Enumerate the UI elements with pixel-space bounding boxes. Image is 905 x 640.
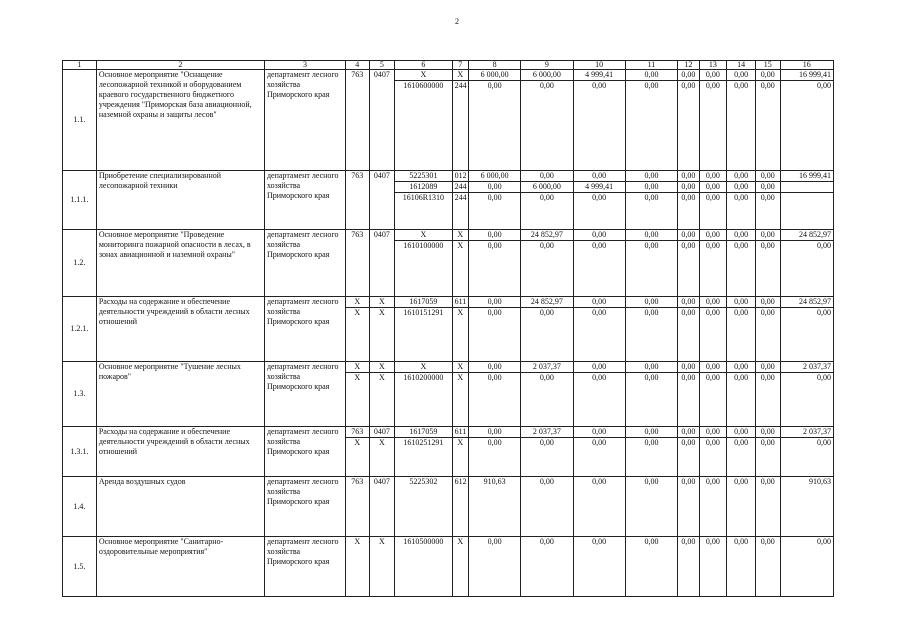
amount-cell: 0,00 — [780, 373, 833, 427]
section-code: X — [369, 537, 395, 597]
amount-cell: 2 037,37 — [521, 362, 573, 373]
amount-cell: 910,63 — [468, 477, 520, 537]
amount-cell: 0,00 — [727, 477, 756, 537]
amount-cell: 0,00 — [699, 297, 727, 308]
amount-cell: 0,00 — [678, 241, 700, 297]
grbs-code: 763 — [345, 230, 369, 297]
amount-cell: 6 000,00 — [521, 182, 573, 193]
amount-cell: 0,00 — [573, 171, 625, 182]
amount-cell: 0,00 — [678, 537, 700, 597]
target-article-code: 1610100000 — [395, 241, 452, 297]
amount-cell: 0,00 — [699, 477, 727, 537]
amount-cell: 0,00 — [755, 171, 780, 182]
amount-cell: 0,00 — [625, 308, 677, 362]
measure-name: Расходы на содержание и обеспечение деятельности учреждений в области лесных отношений — [96, 297, 264, 362]
amount-cell: 0,00 — [699, 193, 727, 230]
responsible-executor: департамент лесного хозяйства Приморского края — [264, 427, 345, 477]
amount-cell: 0,00 — [678, 230, 700, 241]
column-number: 8 — [468, 61, 520, 70]
amount-cell: 0,00 — [625, 70, 677, 81]
amount-cell: 0,00 — [727, 171, 756, 182]
amount-cell: 0,00 — [699, 427, 727, 438]
amount-cell: 0,00 — [678, 477, 700, 537]
target-article-code: 1610151291 — [395, 308, 452, 362]
target-article-code: 1610500000 — [395, 537, 452, 597]
responsible-executor: департамент лесного хозяйства Приморского края — [264, 477, 345, 537]
amount-cell: 0,00 — [699, 171, 727, 182]
amount-cell: 0,00 — [468, 297, 520, 308]
measure-name: Приобретение специализированной лесопожарной техники — [96, 171, 264, 230]
amount-cell: 0,00 — [727, 70, 756, 81]
column-number: 6 — [395, 61, 452, 70]
expense-type-code: X — [452, 537, 468, 597]
target-article-code: 16106R1310 — [395, 193, 452, 230]
amount-cell: 0,00 — [521, 171, 573, 182]
amount-cell: 0,00 — [573, 477, 625, 537]
amount-cell: 0,00 — [755, 427, 780, 438]
column-number: 3 — [264, 61, 345, 70]
grbs-code: X — [345, 362, 369, 373]
grbs-code: 763 — [345, 70, 369, 171]
amount-cell: 0,00 — [755, 182, 780, 193]
target-article-code: 1617059 — [395, 297, 452, 308]
section-code: 0407 — [369, 477, 395, 537]
expense-type-code: X — [452, 70, 468, 81]
section-code: 0407 — [369, 230, 395, 297]
target-article-code: 1610200000 — [395, 373, 452, 427]
amount-cell: 0,00 — [727, 297, 756, 308]
row-number: 1.3.1. — [63, 427, 97, 477]
amount-cell: 6 000,00 — [521, 70, 573, 81]
amount-cell: 0,00 — [699, 362, 727, 373]
amount-cell: 0,00 — [625, 537, 677, 597]
target-article-code: X — [395, 230, 452, 241]
column-number: 2 — [96, 61, 264, 70]
amount-cell: 0,00 — [699, 241, 727, 297]
amount-cell: 0,00 — [678, 193, 700, 230]
amount-cell: 0,00 — [678, 373, 700, 427]
grbs-code: 763 — [345, 427, 369, 438]
amount-cell: 0,00 — [780, 308, 833, 362]
amount-cell: 0,00 — [573, 438, 625, 477]
amount-cell — [780, 182, 833, 193]
amount-cell: 0,00 — [625, 182, 677, 193]
amount-cell: 0,00 — [678, 171, 700, 182]
amount-cell: 0,00 — [468, 241, 520, 297]
table-row — [63, 537, 834, 597]
amount-cell: 0,00 — [727, 182, 756, 193]
amount-cell: 0,00 — [678, 308, 700, 362]
amount-cell: 0,00 — [468, 308, 520, 362]
budget-table — [62, 60, 834, 597]
section-code: X — [369, 438, 395, 477]
amount-cell: 0,00 — [699, 182, 727, 193]
column-number: 9 — [521, 61, 573, 70]
column-number: 14 — [727, 61, 756, 70]
amount-cell: 0,00 — [573, 362, 625, 373]
expense-type-code: 611 — [452, 297, 468, 308]
amount-cell: 0,00 — [573, 230, 625, 241]
amount-cell: 0,00 — [573, 537, 625, 597]
amount-cell: 0,00 — [780, 537, 833, 597]
amount-cell: 0,00 — [699, 537, 727, 597]
amount-cell: 24 852,97 — [521, 297, 573, 308]
table-row — [63, 70, 834, 81]
amount-cell: 0,00 — [521, 241, 573, 297]
column-number-row — [63, 61, 834, 70]
section-code: X — [369, 362, 395, 373]
amount-cell: 0,00 — [755, 362, 780, 373]
column-number: 5 — [369, 61, 395, 70]
amount-cell: 0,00 — [727, 308, 756, 362]
amount-cell: 910,63 — [780, 477, 833, 537]
amount-cell: 0,00 — [727, 373, 756, 427]
table-row — [63, 477, 834, 537]
amount-cell: 0,00 — [755, 241, 780, 297]
amount-cell: 0,00 — [678, 297, 700, 308]
responsible-executor: департамент лесного хозяйства Приморского края — [264, 171, 345, 230]
amount-cell: 0,00 — [468, 373, 520, 427]
column-number: 16 — [780, 61, 833, 70]
amount-cell: 0,00 — [755, 193, 780, 230]
amount-cell: 0,00 — [625, 171, 677, 182]
amount-cell: 0,00 — [521, 477, 573, 537]
amount-cell: 2 037,37 — [780, 362, 833, 373]
amount-cell: 0,00 — [699, 373, 727, 427]
table-row — [63, 230, 834, 241]
section-code: X — [369, 297, 395, 308]
amount-cell: 0,00 — [573, 308, 625, 362]
expense-type-code: X — [452, 241, 468, 297]
amount-cell: 0,00 — [625, 230, 677, 241]
target-article-code: 5225301 — [395, 171, 452, 182]
column-number: 4 — [345, 61, 369, 70]
target-article-code: X — [395, 362, 452, 373]
expense-type-code: 611 — [452, 427, 468, 438]
amount-cell: 0,00 — [699, 308, 727, 362]
section-code: 0407 — [369, 427, 395, 438]
amount-cell: 0,00 — [521, 81, 573, 171]
amount-cell: 4 999,41 — [573, 182, 625, 193]
amount-cell: 0,00 — [755, 477, 780, 537]
amount-cell: 0,00 — [727, 193, 756, 230]
amount-cell: 0,00 — [573, 241, 625, 297]
amount-cell: 0,00 — [468, 81, 520, 171]
target-article-code: 1617059 — [395, 427, 452, 438]
amount-cell: 0,00 — [755, 537, 780, 597]
amount-cell: 0,00 — [727, 438, 756, 477]
column-number: 10 — [573, 61, 625, 70]
amount-cell: 0,00 — [727, 241, 756, 297]
responsible-executor: департамент лесного хозяйства Приморского края — [264, 230, 345, 297]
amount-cell: 0,00 — [625, 193, 677, 230]
expense-type-code: 012 — [452, 171, 468, 182]
responsible-executor: департамент лесного хозяйства Приморского края — [264, 537, 345, 597]
amount-cell — [780, 193, 833, 230]
amount-cell: 0,00 — [468, 427, 520, 438]
row-number: 1.3. — [63, 362, 97, 427]
amount-cell: 0,00 — [521, 373, 573, 427]
amount-cell: 2 037,37 — [521, 427, 573, 438]
column-number: 7 — [452, 61, 468, 70]
row-number: 1.2. — [63, 230, 97, 297]
row-number: 1.2.1. — [63, 297, 97, 362]
expense-type-code: 244 — [452, 182, 468, 193]
grbs-code: 763 — [345, 477, 369, 537]
amount-cell: 4 999,41 — [573, 70, 625, 81]
expense-type-code: X — [452, 362, 468, 373]
amount-cell: 0,00 — [727, 230, 756, 241]
column-number: 15 — [755, 61, 780, 70]
responsible-executor: департамент лесного хозяйства Приморского края — [264, 362, 345, 427]
row-number: 1.1.1. — [63, 171, 97, 230]
target-article-code: 5225302 — [395, 477, 452, 537]
column-number: 1 — [63, 61, 97, 70]
amount-cell: 0,00 — [625, 373, 677, 427]
amount-cell: 16 999,41 — [780, 171, 833, 182]
amount-cell: 0,00 — [468, 230, 520, 241]
amount-cell: 0,00 — [699, 70, 727, 81]
table-row — [63, 171, 834, 182]
expense-type-code: X — [452, 230, 468, 241]
amount-cell: 0,00 — [699, 438, 727, 477]
row-number: 1.4. — [63, 477, 97, 537]
table-row — [63, 297, 834, 308]
grbs-code: X — [345, 308, 369, 362]
amount-cell: 0,00 — [678, 182, 700, 193]
section-code: X — [369, 373, 395, 427]
amount-cell: 2 037,37 — [780, 427, 833, 438]
amount-cell: 0,00 — [625, 477, 677, 537]
amount-cell: 0,00 — [755, 297, 780, 308]
amount-cell: 0,00 — [625, 241, 677, 297]
grbs-code: X — [345, 537, 369, 597]
amount-cell: 6 000,00 — [468, 171, 520, 182]
measure-name: Основное мероприятие "Тушение лесных пожаров" — [96, 362, 264, 427]
amount-cell: 0,00 — [678, 438, 700, 477]
amount-cell: 0,00 — [755, 230, 780, 241]
amount-cell: 24 852,97 — [780, 230, 833, 241]
amount-cell: 0,00 — [727, 537, 756, 597]
measure-name: Аренда воздушных судов — [96, 477, 264, 537]
amount-cell: 0,00 — [625, 297, 677, 308]
amount-cell: 0,00 — [780, 438, 833, 477]
amount-cell: 0,00 — [521, 537, 573, 597]
table-row — [63, 362, 834, 373]
section-code: 0407 — [369, 171, 395, 230]
page-number: 2 — [455, 17, 459, 26]
amount-cell: 16 999,41 — [780, 70, 833, 81]
amount-cell: 0,00 — [468, 193, 520, 230]
grbs-code: X — [345, 373, 369, 427]
amount-cell: 6 000,00 — [468, 70, 520, 81]
expense-type-code: X — [452, 373, 468, 427]
measure-name: Основное мероприятие "Оснащение лесопожарной техникой и оборудованием краевого государственного бюджетного учреждения "Приморская база авиационной, наземной охраны и защиты лесов" — [96, 70, 264, 171]
expense-type-code: X — [452, 308, 468, 362]
amount-cell: 0,00 — [780, 241, 833, 297]
amount-cell: 0,00 — [678, 81, 700, 171]
column-number: 11 — [625, 61, 677, 70]
table-row — [63, 427, 834, 438]
section-code: 0407 — [369, 70, 395, 171]
row-number: 1.1. — [63, 70, 97, 171]
amount-cell: 0,00 — [755, 70, 780, 81]
amount-cell: 0,00 — [727, 362, 756, 373]
amount-cell: 0,00 — [573, 373, 625, 427]
amount-cell: 0,00 — [755, 308, 780, 362]
section-code: X — [369, 308, 395, 362]
expense-type-code: X — [452, 438, 468, 477]
amount-cell: 0,00 — [678, 70, 700, 81]
amount-cell: 0,00 — [727, 81, 756, 171]
amount-cell: 0,00 — [468, 537, 520, 597]
amount-cell: 0,00 — [625, 427, 677, 438]
amount-cell: 0,00 — [727, 427, 756, 438]
amount-cell: 0,00 — [573, 297, 625, 308]
amount-cell: 0,00 — [780, 81, 833, 171]
amount-cell: 24 852,97 — [521, 230, 573, 241]
measure-name: Основное мероприятие "Санитарно-оздоровительные мероприятия" — [96, 537, 264, 597]
target-article-code: X — [395, 70, 452, 81]
target-article-code: 1612089 — [395, 182, 452, 193]
amount-cell: 0,00 — [625, 81, 677, 171]
amount-cell: 0,00 — [625, 362, 677, 373]
expense-type-code: 244 — [452, 193, 468, 230]
measure-name: Расходы на содержание и обеспечение деятельности учреждений в области лесных отношений — [96, 427, 264, 477]
column-number: 12 — [678, 61, 700, 70]
amount-cell: 0,00 — [468, 362, 520, 373]
amount-cell: 0,00 — [468, 438, 520, 477]
amount-cell: 0,00 — [573, 193, 625, 230]
target-article-code: 1610600000 — [395, 81, 452, 171]
amount-cell: 0,00 — [678, 427, 700, 438]
amount-cell: 0,00 — [625, 438, 677, 477]
expense-type-code: 244 — [452, 81, 468, 171]
amount-cell: 0,00 — [755, 81, 780, 171]
measure-name: Основное мероприятие "Проведение мониторинга пожарной опасности в лесах, в зонах авиационной и наземной охраны" — [96, 230, 264, 297]
amount-cell: 0,00 — [521, 438, 573, 477]
grbs-code: 763 — [345, 171, 369, 230]
grbs-code: X — [345, 297, 369, 308]
responsible-executor: департамент лесного хозяйства Приморского края — [264, 297, 345, 362]
amount-cell: 0,00 — [468, 182, 520, 193]
amount-cell: 0,00 — [755, 438, 780, 477]
amount-cell: 0,00 — [521, 308, 573, 362]
amount-cell: 0,00 — [755, 373, 780, 427]
column-number: 13 — [699, 61, 727, 70]
amount-cell: 0,00 — [573, 81, 625, 171]
grbs-code: X — [345, 438, 369, 477]
expense-type-code: 612 — [452, 477, 468, 537]
amount-cell: 0,00 — [699, 230, 727, 241]
amount-cell: 0,00 — [573, 427, 625, 438]
responsible-executor: департамент лесного хозяйства Приморского края — [264, 70, 345, 171]
amount-cell: 0,00 — [678, 362, 700, 373]
row-number: 1.5. — [63, 537, 97, 597]
amount-cell: 0,00 — [699, 81, 727, 171]
amount-cell: 24 852,97 — [780, 297, 833, 308]
target-article-code: 1610251291 — [395, 438, 452, 477]
amount-cell: 0,00 — [521, 193, 573, 230]
